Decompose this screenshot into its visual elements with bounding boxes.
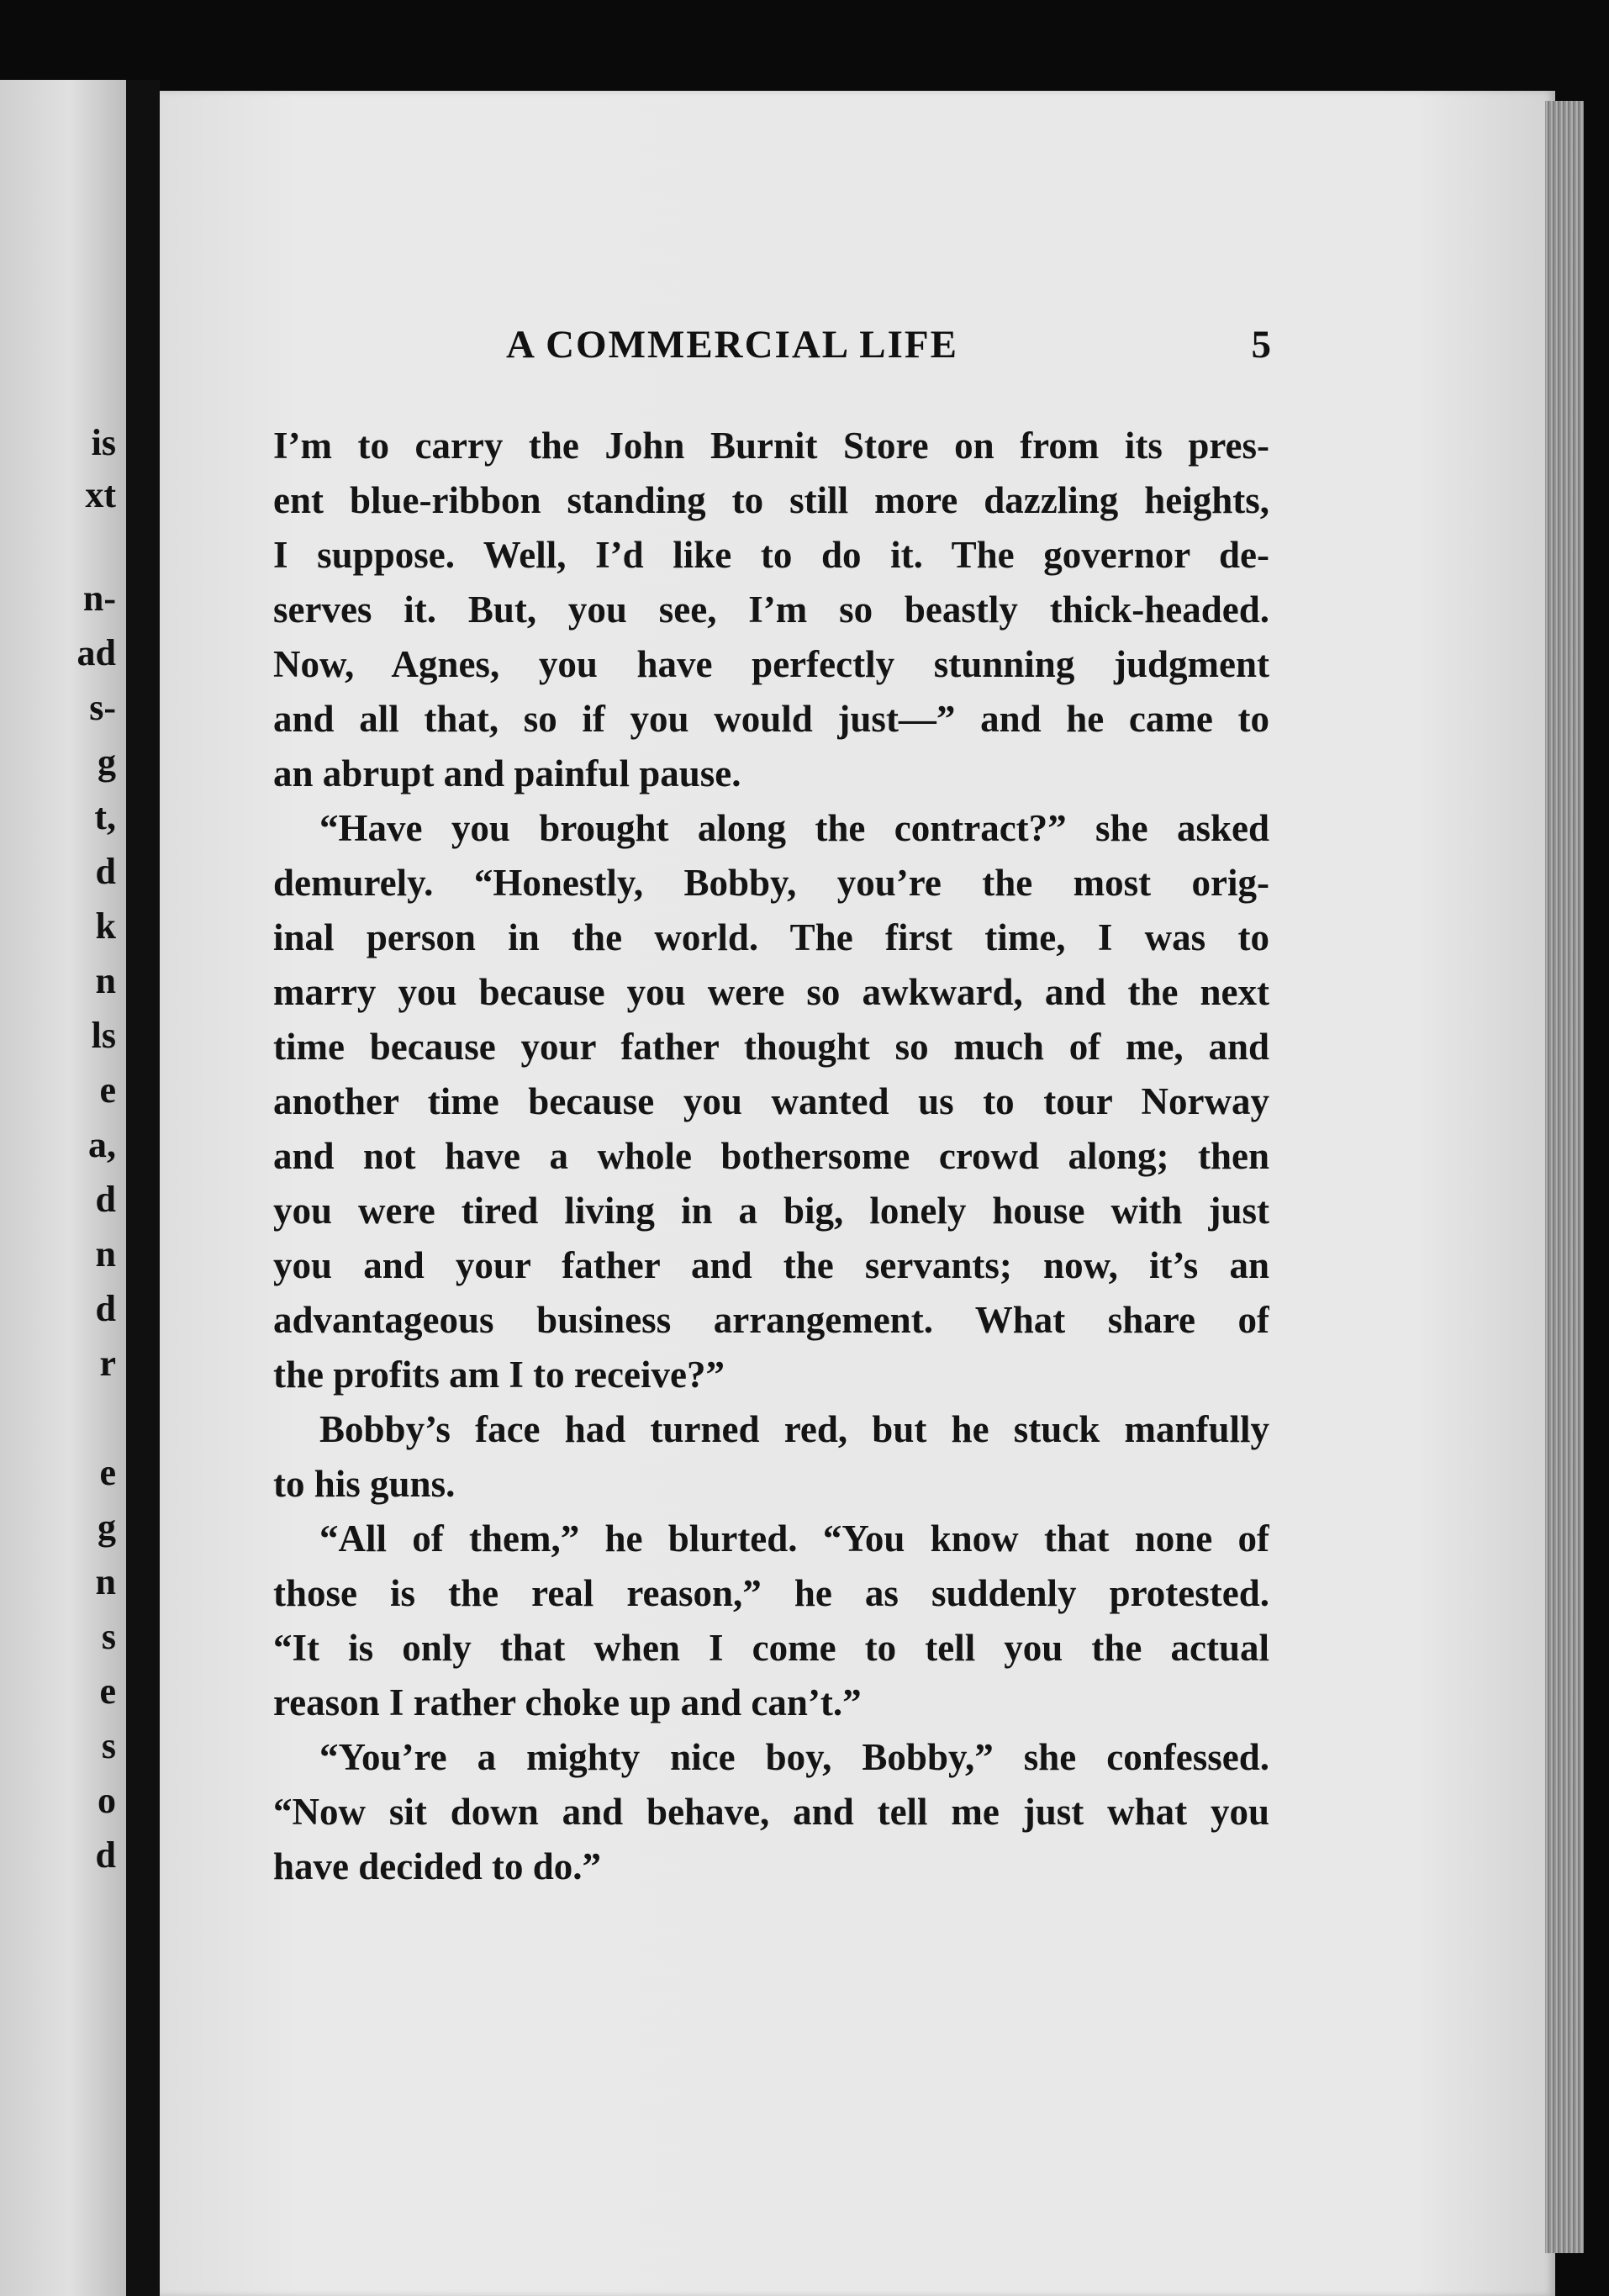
left-fragment: n (95, 1561, 116, 1602)
text-line: “Have you brought along the contract?” she asked (319, 807, 1269, 849)
left-fragment: r (99, 1343, 116, 1384)
page-header (346, 322, 1271, 372)
page-stack-edges (1545, 101, 1584, 2253)
left-fragment: e (99, 1069, 116, 1111)
text-line: and not have a whole bothersome crowd along; then (273, 1135, 1269, 1177)
text-line: “You’re a mighty nice boy, Bobby,” she confessed. (319, 1736, 1269, 1778)
text-line: demurely. “Honestly, Bobby, you’re the most orig- (273, 862, 1269, 904)
left-fragment: ad (76, 632, 116, 673)
text-line: to his guns. (273, 1463, 456, 1505)
text-line: time because your father thought so much of me, and (273, 1026, 1269, 1068)
left-fragment: g (98, 1507, 116, 1548)
text-line: another time because you wanted us to tour Norway (273, 1080, 1269, 1122)
left-fragment: d (95, 1179, 116, 1220)
left-fragment: e (99, 1452, 116, 1493)
left-fragment: k (95, 905, 116, 947)
text-line: reason I rather choke up and can’t.” (273, 1681, 862, 1723)
text-line: you and your father and the servants; now, it’s an (273, 1244, 1269, 1286)
text-line: Bobby’s face had turned red, but he stuck manfully (319, 1408, 1269, 1450)
left-fragment: t, (94, 796, 116, 837)
page-number: 5 (1251, 323, 1271, 367)
text-line: “It is only that when I come to tell you the actual (273, 1627, 1269, 1669)
text-line: inal person in the world. The first time, I was to (273, 916, 1269, 958)
text-line: I’m to carry the John Burnit Store on from its pres- (273, 425, 1269, 467)
text-line: ent blue-ribbon standing to still more dazzling heights, (273, 479, 1269, 521)
text-line: an abrupt and painful pause. (273, 752, 741, 794)
text-line: those is the real reason,” he as suddenly protested. (273, 1572, 1269, 1614)
text-line: “Now sit down and behave, and tell me just what you (273, 1791, 1269, 1833)
left-page-edge (0, 80, 126, 2296)
text-line: marry you because you were so awkward, and the next (273, 971, 1269, 1013)
left-fragment: g (98, 742, 116, 783)
text-line: Now, Agnes, you have perfectly stunning judgment (273, 643, 1269, 685)
left-fragment: d (95, 1288, 116, 1329)
text-line: and all that, so if you would just—” and he came to (273, 698, 1269, 740)
left-fragment: o (98, 1780, 116, 1821)
left-fragment: s- (89, 687, 116, 728)
text-line: have decided to do.” (273, 1845, 602, 1887)
running-title: A COMMERCIAL LIFE (506, 323, 958, 367)
book-gutter (126, 80, 160, 2296)
left-fragment: a, (88, 1124, 116, 1165)
left-fragment: n- (82, 578, 116, 619)
left-fragment: d (95, 851, 116, 892)
left-page-fragments (0, 80, 126, 2296)
left-fragment: s (101, 1725, 116, 1766)
text-line: the profits am I to receive?” (273, 1354, 725, 1396)
left-fragment: xt (85, 474, 116, 515)
text-line: “All of them,” he blurted. “You know that none of (319, 1517, 1269, 1560)
left-fragment: n (95, 960, 116, 1001)
left-fragment: ls (91, 1015, 116, 1056)
left-fragment: d (95, 1834, 116, 1876)
text-line: you were tired living in a big, lonely house with just (273, 1190, 1269, 1232)
text-line: I suppose. Well, I’d like to do it. The governor de- (273, 534, 1269, 576)
left-fragment: e (99, 1671, 116, 1712)
text-line: advantageous business arrangement. What share of (273, 1299, 1269, 1341)
left-fragment: is (91, 422, 116, 463)
left-fragment: n (95, 1233, 116, 1275)
left-fragment: s (101, 1616, 116, 1657)
body-text (273, 419, 1269, 1894)
text-line: serves it. But, you see, I’m so beastly thick-headed. (273, 589, 1269, 631)
